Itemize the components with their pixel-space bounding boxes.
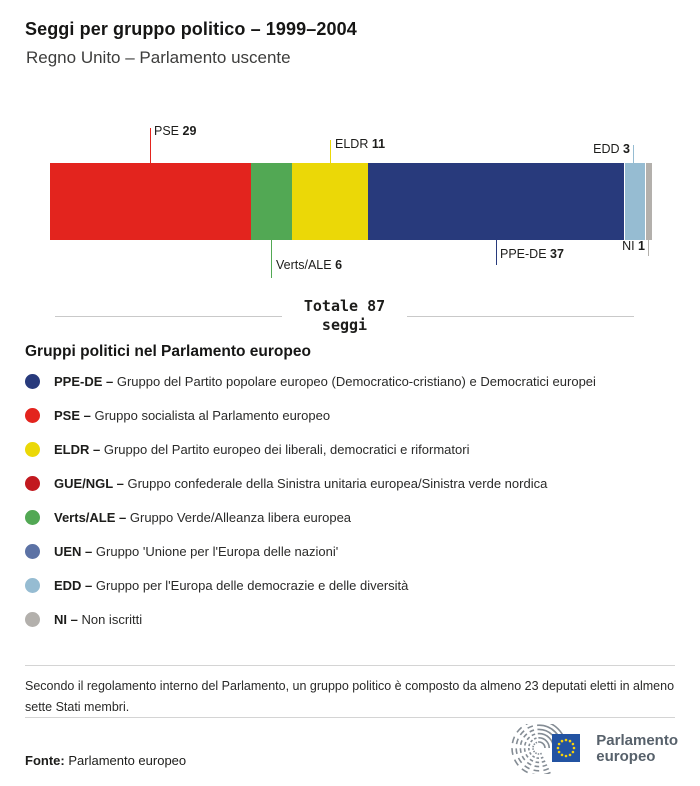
eu-flag-star	[572, 743, 575, 746]
legend-dot-ni	[25, 612, 40, 627]
eu-flag-star	[573, 747, 576, 750]
legend-label-uen: UEN – Gruppo 'Unione per l'Europa delle nazioni'	[54, 543, 339, 559]
legend-dot-verts-ale	[25, 510, 40, 525]
eu-flag-star	[569, 740, 572, 743]
legend-label-ni: NI – Non iscritti	[54, 611, 143, 627]
total-right-rule	[407, 316, 634, 317]
callout-label-edd: EDD 3	[593, 142, 630, 156]
bar-segment-edd	[624, 163, 645, 240]
bar-segment-verts-ale	[251, 163, 293, 240]
eu-flag-star	[557, 747, 560, 750]
page-subtitle: Regno Unito – Parlamento uscente	[26, 48, 291, 67]
callout-line-eldr	[330, 140, 331, 163]
legend-row-edd	[25, 568, 680, 602]
legend-row-verts-ale	[25, 500, 680, 534]
eu-flag-star	[572, 751, 575, 754]
callout-label-ni: NI 1	[622, 239, 645, 253]
eu-flag-star	[565, 739, 568, 742]
source-value: Parlamento europeo	[68, 753, 187, 768]
total-left-rule	[55, 316, 282, 317]
legend-label-pse: PSE – Gruppo socialista al Parlamento europeo	[54, 407, 331, 423]
legend-row-ni	[25, 602, 680, 636]
legend-dot-eldr	[25, 442, 40, 457]
eu-flag-star	[558, 751, 561, 754]
legend-row-eldr	[25, 432, 680, 466]
bar-segment-ni	[645, 163, 652, 240]
page-title: Seggi per gruppo politico – 1999–2004	[25, 19, 357, 39]
eu-flag	[552, 734, 580, 762]
bar-segment-eldr	[292, 163, 368, 240]
stacked-bar	[50, 163, 652, 240]
eu-flag-star	[561, 754, 564, 757]
footnote-divider-top	[25, 665, 675, 666]
callout-label-verts-ale: Verts/ALE 6	[276, 258, 343, 272]
footnote-divider-bottom	[25, 717, 675, 718]
callout-label-pse: PSE 29	[154, 124, 197, 138]
hemicycle-arc	[529, 738, 549, 758]
bar-segment-pse	[50, 163, 251, 240]
callout-line-pse	[150, 128, 151, 163]
parliament-hemicycle-flag-icon	[506, 724, 588, 774]
european-parliament-logo	[506, 724, 678, 774]
legend-label-ppe-de: PPE-DE – Gruppo del Partito popolare europeo (Democratico-cristiano) e Democratici europei	[54, 373, 596, 389]
legend-list	[25, 364, 680, 636]
logo-wordmark: Parlamento europeo	[596, 732, 678, 765]
legend-row-uen	[25, 534, 680, 568]
hemicycle-arc	[533, 742, 545, 754]
callout-line-ni	[648, 240, 649, 256]
legend-label-edd: EDD – Gruppo per l'Europa delle democrazie e delle diversità	[54, 577, 409, 593]
legend-label-gue-ngl: GUE/NGL – Gruppo confederale della Sinistra unitaria europea/Sinistra verde nordica	[54, 475, 548, 491]
eu-flag-star	[558, 743, 561, 746]
callout-line-ppe-de	[496, 240, 497, 265]
eu-flag-star	[569, 754, 572, 757]
legend-heading: Gruppi politici nel Parlamento europeo	[25, 343, 311, 360]
footnote-text: Secondo il regolamento interno del Parlamento, un gruppo politico è composto da almeno 23 deputati eletti in almeno sette Stati membri.	[25, 679, 675, 714]
source-label: Fonte:	[25, 753, 65, 768]
callout-label-eldr: ELDR 11	[335, 137, 386, 151]
callout-line-verts-ale	[271, 240, 272, 278]
legend-dot-uen	[25, 544, 40, 559]
callout-label-ppe-de: PPE-DE 37	[500, 247, 564, 261]
legend-row-pse	[25, 398, 680, 432]
legend-dot-gue-ngl	[25, 476, 40, 491]
eu-flag-star	[561, 740, 564, 743]
legend-label-eldr: ELDR – Gruppo del Partito europeo dei liberali, democratici e riformatori	[54, 441, 470, 457]
bar-segment-ppe-de	[368, 163, 624, 240]
total-seats-block	[55, 297, 634, 335]
source-line	[25, 753, 186, 768]
legend-row-ppe-de	[25, 364, 680, 398]
legend-dot-ppe-de	[25, 374, 40, 389]
legend-dot-edd	[25, 578, 40, 593]
eu-flag-star	[565, 755, 568, 758]
callout-line-edd	[633, 145, 634, 163]
legend-label-verts-ale: Verts/ALE – Gruppo Verde/Alleanza libera europea	[54, 509, 352, 525]
legend-row-gue-ngl	[25, 466, 680, 500]
legend-dot-pse	[25, 408, 40, 423]
seats-chart	[0, 100, 700, 295]
total-seats-label: Totale 87 seggi	[303, 297, 386, 334]
